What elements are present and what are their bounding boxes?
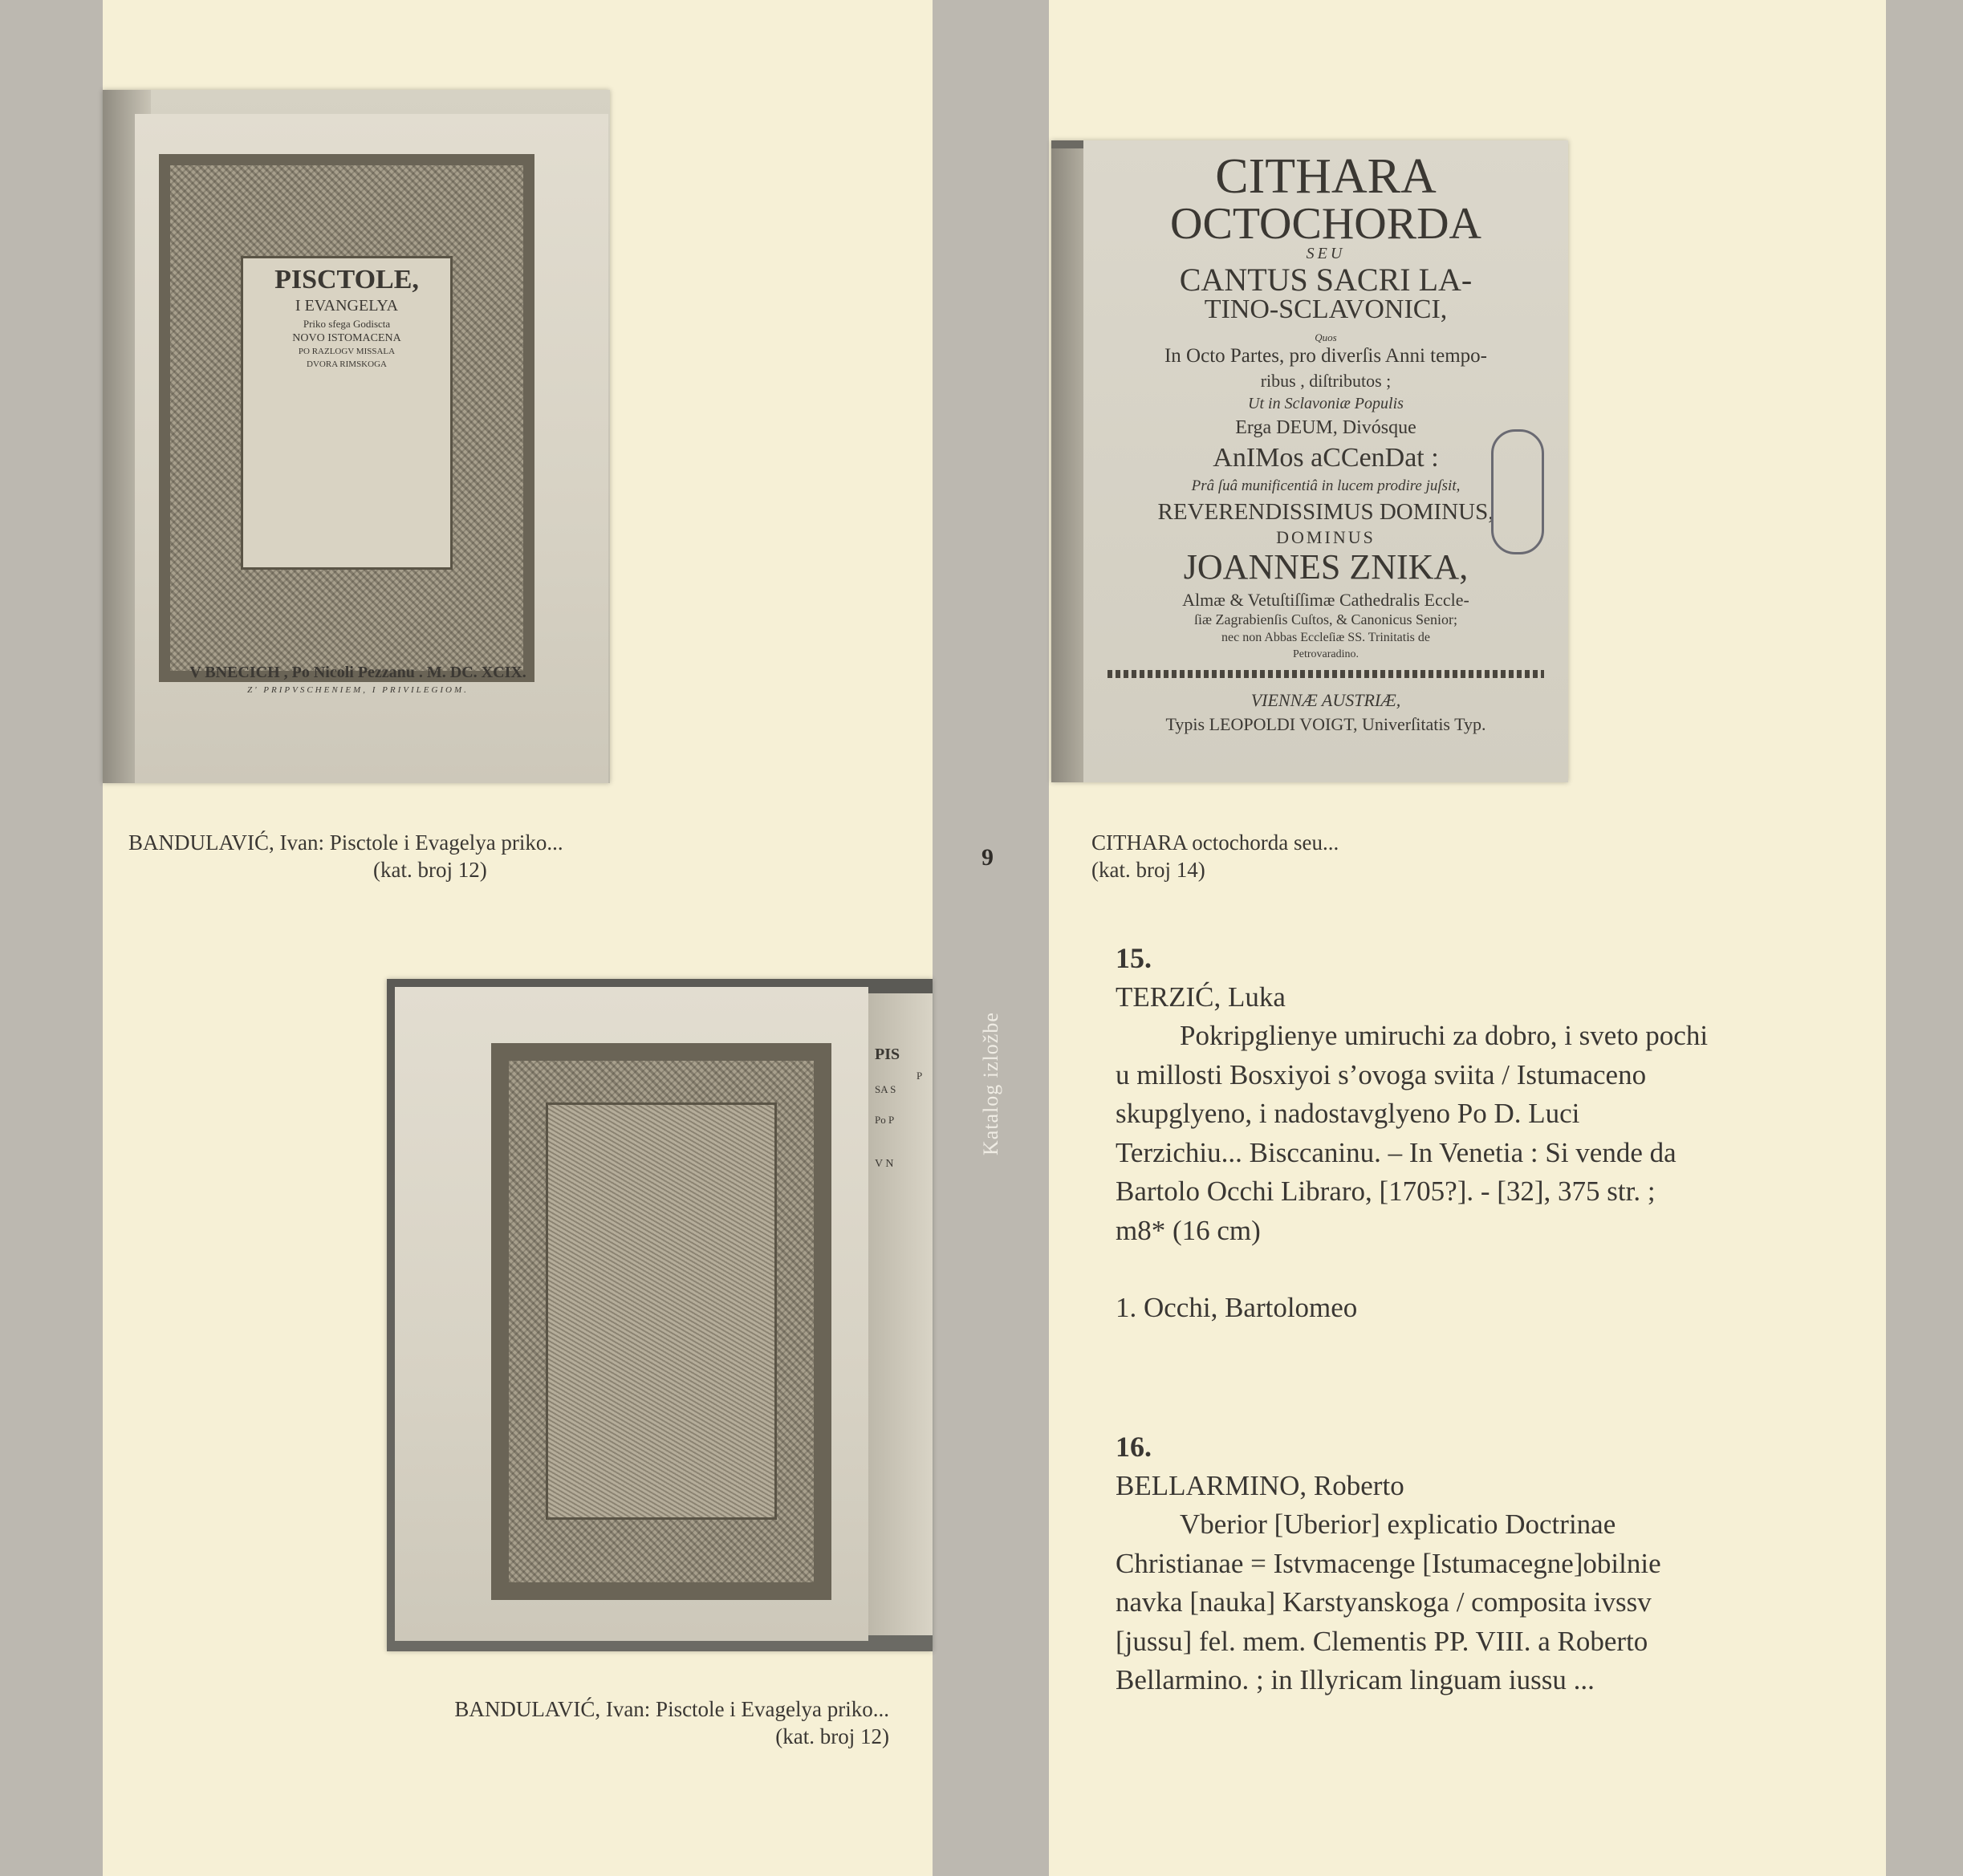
imprint-subline: Z' PRIPVSCHENIEM, I PRIVILEGIOM.: [247, 685, 469, 695]
frontispiece-engraving: [491, 1043, 831, 1600]
title-line: Almæ & Vetuſtiſſimæ Cathedralis Eccle-: [1182, 590, 1469, 610]
caption-top-left: [128, 829, 563, 883]
spine-band: [933, 0, 1049, 1876]
title-line: Quos: [1315, 331, 1337, 343]
title-line: ſiæ Zagrabienſis Cuſtos, & Canonicus Senior;: [1194, 611, 1457, 627]
caption-line: (kat. broj 12): [373, 858, 487, 882]
entry-number: 16.: [1116, 1431, 1152, 1463]
title-line: PISCTOLE,: [274, 265, 419, 295]
facing-fragment: P: [916, 1070, 923, 1082]
title-line: SEU: [1306, 245, 1346, 262]
left-margin-band: [0, 0, 103, 1876]
title-page-engraving: [159, 154, 534, 682]
book-photo-top: [103, 90, 610, 783]
title-cartouche: [241, 256, 453, 570]
title-line: Prâ ſuâ munificentiâ in lucem prodire juſsit,: [1191, 477, 1461, 494]
title-line: Priko sfega Godiscta: [303, 318, 391, 331]
entry-description: Vberior [Uberior] explicatio Doctrinae Christianae = Istvmacenge [Istumacegne]obilnie navka [nauka] Karstyanskoga / composita ivssv [jussu] fel. mem. Clementis PP. VIII. a Roberto Bellarmino. ; in Illyricam linguam iussu ...: [1116, 1509, 1661, 1695]
entry-number: 15.: [1116, 942, 1152, 974]
imprint-line: V BNECICH , Po Nicoli Pezzanu . M. DC. XCIX.: [189, 664, 526, 681]
title-line: DVORA RIMSKOGA: [307, 359, 387, 370]
annunciation-scene: [546, 1102, 778, 1520]
facing-fragment: V N: [875, 1158, 894, 1170]
title-line: AnIMos aCCenDat :: [1213, 443, 1439, 473]
title-page: [1083, 140, 1568, 782]
catalog-entry-16: [1116, 1427, 1709, 1700]
entry-note: 1. Occhi, Bartolomeo: [1116, 1292, 1358, 1323]
caption-right: [1091, 829, 1339, 883]
facing-fragment: Po P: [875, 1114, 895, 1126]
title-line: PO RAZLOGV MISSALA: [298, 347, 396, 357]
facing-fragment: SA S: [875, 1083, 896, 1095]
title-line: DOMINUS: [1276, 527, 1376, 547]
library-stamp: [1491, 429, 1544, 554]
caption-line: CITHARA octochorda seu...: [1091, 830, 1339, 855]
right-margin-band: [1886, 0, 1963, 1876]
caption-line: (kat. broj 14): [1091, 858, 1205, 882]
catalog-entry-15: [1116, 939, 1709, 1328]
title-line: CANTUS SACRI LA-: [1179, 262, 1473, 298]
ornament-rule: [1107, 670, 1544, 678]
entry-description: Pokripglienye umiruchi za dobro, i sveto pochi u millosti Bosxiyoi s’ovoga sviita / Istumaceno skupglyeno, i nadostavglyeno Po D. Luci Terzichiu... Bisccaninu. – In Venetia : Si vende da Bartolo Occhi Libraro, [1705?]. - [32], 375 str. ; m8* (16 cm): [1116, 1020, 1709, 1246]
title-line: Ut in Sclavoniæ Populis: [1248, 395, 1404, 412]
title-line: Petrovaradino.: [1292, 648, 1359, 660]
title-line: CITHARA: [1215, 149, 1437, 204]
title-line: VIENNÆ AUSTRIÆ,: [1250, 690, 1401, 710]
page-number: 9: [982, 844, 994, 871]
facing-page: [868, 993, 933, 1635]
title-line: NOVO ISTOMACENA: [292, 332, 401, 345]
facing-fragment: PIS: [875, 1046, 900, 1063]
caption-line: (kat. broj 12): [775, 1724, 889, 1748]
title-line: JOANNES ZNIKA,: [1183, 547, 1469, 587]
entry-author: BELLARMINO, Roberto: [1116, 1469, 1404, 1501]
title-line: I EVANGELYA: [295, 297, 399, 315]
book-photo-bottom: [387, 979, 933, 1651]
caption-line: BANDULAVIĆ, Ivan: Pisctole i Evagelya priko...: [128, 830, 563, 855]
title-line: Erga DEUM, Divósque: [1235, 417, 1416, 438]
book-photo-right: [1051, 140, 1568, 782]
title-line: REVERENDISSIMUS DOMINUS,: [1157, 499, 1494, 525]
entry-author: TERZIĆ, Luka: [1116, 981, 1286, 1013]
title-line: nec non Abbas Eccleſiæ SS. Trinitatis de: [1221, 631, 1430, 644]
title-line: In Octo Partes, pro diverſis Anni tempo-: [1164, 345, 1487, 367]
title-line: ribus , diſtributos ;: [1260, 371, 1392, 391]
caption-bottom-left: [369, 1695, 889, 1750]
spine-label: Katalog izložbe: [979, 1012, 1002, 1155]
caption-line: BANDULAVIĆ, Ivan: Pisctole i Evagelya priko...: [454, 1697, 889, 1721]
title-line: OCTOCHORDA: [1170, 199, 1481, 249]
title-line: TINO-SCLAVONICI,: [1204, 294, 1448, 324]
title-line: Typis LEOPOLDI VOIGT, Univerſitatis Typ.: [1165, 714, 1486, 734]
